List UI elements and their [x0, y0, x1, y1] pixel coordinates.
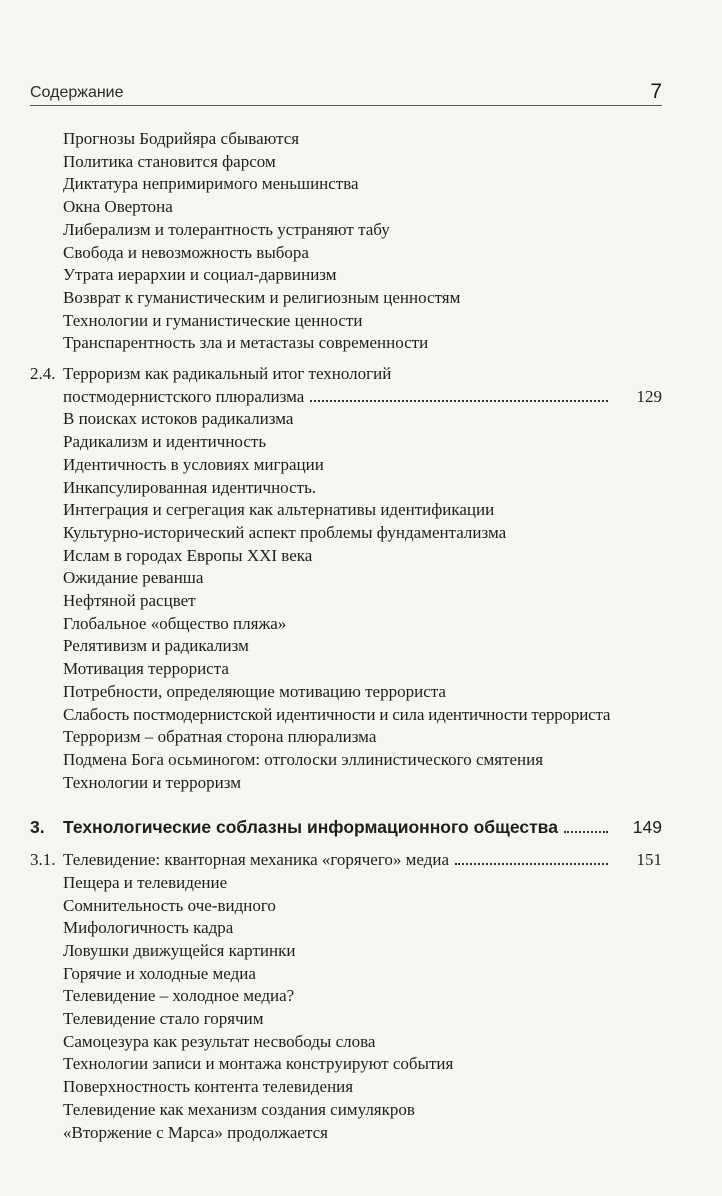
toc-entry: Пещера и телевидение — [63, 872, 228, 892]
toc-entry: Утрата иерархии и социал-дарвинизм — [63, 265, 337, 285]
toc-entry: «Вторжение с Марса» продолжается — [63, 1122, 328, 1142]
section-title-line2: постмодернистского плюрализма — [63, 386, 305, 406]
chapter-page: 149 — [630, 816, 662, 839]
toc-entry: Диктатура непримиримого меньшинства — [63, 174, 359, 194]
toc-entry: Инкапсулированная идентичность. — [63, 477, 317, 497]
chapter-title: Технологические соблазны информационного общества — [63, 817, 558, 838]
toc-entry: Культурно-исторический аспект проблемы фундаментализма — [63, 522, 507, 542]
toc-entry: Мифологичность кадра — [63, 918, 234, 938]
toc-entry: Возврат к гуманистическим и религиозным ценностям — [63, 287, 461, 307]
toc-entry: Глобальное «общество пляжа» — [63, 613, 287, 633]
section-title-line1: Терроризм как радикальный итог технологий — [63, 364, 392, 384]
toc-entry: Свобода и невозможность выбора — [63, 242, 309, 262]
page-header — [30, 78, 662, 106]
toc-entry: Телевидение как механизм создания симулякров — [63, 1099, 415, 1119]
toc-entry: Технологии записи и монтажа конструируют события — [63, 1054, 454, 1074]
section-2-4 — [30, 363, 662, 408]
toc-entry: Поверхностность контента телевидения — [63, 1077, 354, 1097]
toc-entry: Подмена Бога осьминогом: отголоски эллинистического смятения — [63, 749, 544, 769]
toc-entry: Идентичность в условиях миграции — [63, 454, 324, 474]
toc-entry: Горячие и холодные медиа — [63, 963, 256, 983]
toc-entry: Релятивизм и радикализм — [63, 636, 249, 656]
toc-entry: Слабость постмодернистской идентичности и сила идентичности террориста — [63, 704, 611, 724]
dot-leader — [564, 831, 608, 833]
toc-group-c — [30, 872, 662, 1144]
toc-entry: Самоцезура как результат несвободы слова — [63, 1031, 376, 1051]
toc-entry: Терроризм – обратная сторона плюрализма — [63, 727, 377, 747]
toc-entry: Либерализм и толерантность устраняют табу — [63, 219, 390, 239]
toc-entry: Нефтяной расцвет — [63, 591, 196, 611]
page-number: 7 — [650, 80, 662, 103]
toc-entry: Технологии и терроризм — [63, 772, 241, 792]
section-number: 2.4. — [30, 364, 56, 384]
section-number: 3.1. — [30, 850, 56, 870]
toc-entry: Ловушки движущейся картинки — [63, 940, 296, 960]
running-header-title: Содержание — [30, 84, 124, 101]
toc-entry: Телевидение стало горячим — [63, 1009, 264, 1029]
chapter-3 — [30, 816, 662, 839]
section-3-1 — [30, 849, 662, 872]
section-page: 151 — [634, 849, 663, 872]
toc-entry: Ислам в городах Европы XXI века — [63, 545, 313, 565]
toc-entry: Интеграция и сегрегация как альтернативы идентификации — [63, 500, 495, 520]
toc-entry: Окна Овертона — [63, 197, 173, 217]
header-rule — [30, 105, 662, 106]
toc-group-a — [30, 128, 662, 355]
dot-leader — [455, 863, 608, 865]
toc-entry: Радикализм и идентичность — [63, 432, 267, 452]
toc-entry: Потребности, определяющие мотивацию террориста — [63, 681, 446, 701]
chapter-number: 3. — [30, 817, 45, 838]
toc-entry: Сомнительность оче-видного — [63, 895, 276, 915]
section-title: Телевидение: кванторная механика «горячего» медиа — [63, 850, 449, 870]
dot-leader — [310, 400, 608, 402]
toc-entry: В поисках истоков радикализма — [63, 409, 294, 429]
toc-entry: Мотивация террориста — [63, 659, 229, 679]
toc-entry: Транспарентность зла и метастазы современности — [63, 333, 429, 353]
toc-entry: Политика становится фарсом — [63, 151, 276, 171]
toc-group-b — [30, 408, 662, 794]
section-page: 129 — [634, 386, 663, 409]
toc-entry: Прогнозы Бодрийяра сбываются — [63, 129, 300, 148]
toc-entry: Ожидание реванша — [63, 568, 204, 588]
table-of-contents — [30, 128, 662, 1144]
toc-entry: Технологии и гуманистические ценности — [63, 310, 363, 330]
toc-entry: Телевидение – холодное медиа? — [63, 986, 295, 1006]
